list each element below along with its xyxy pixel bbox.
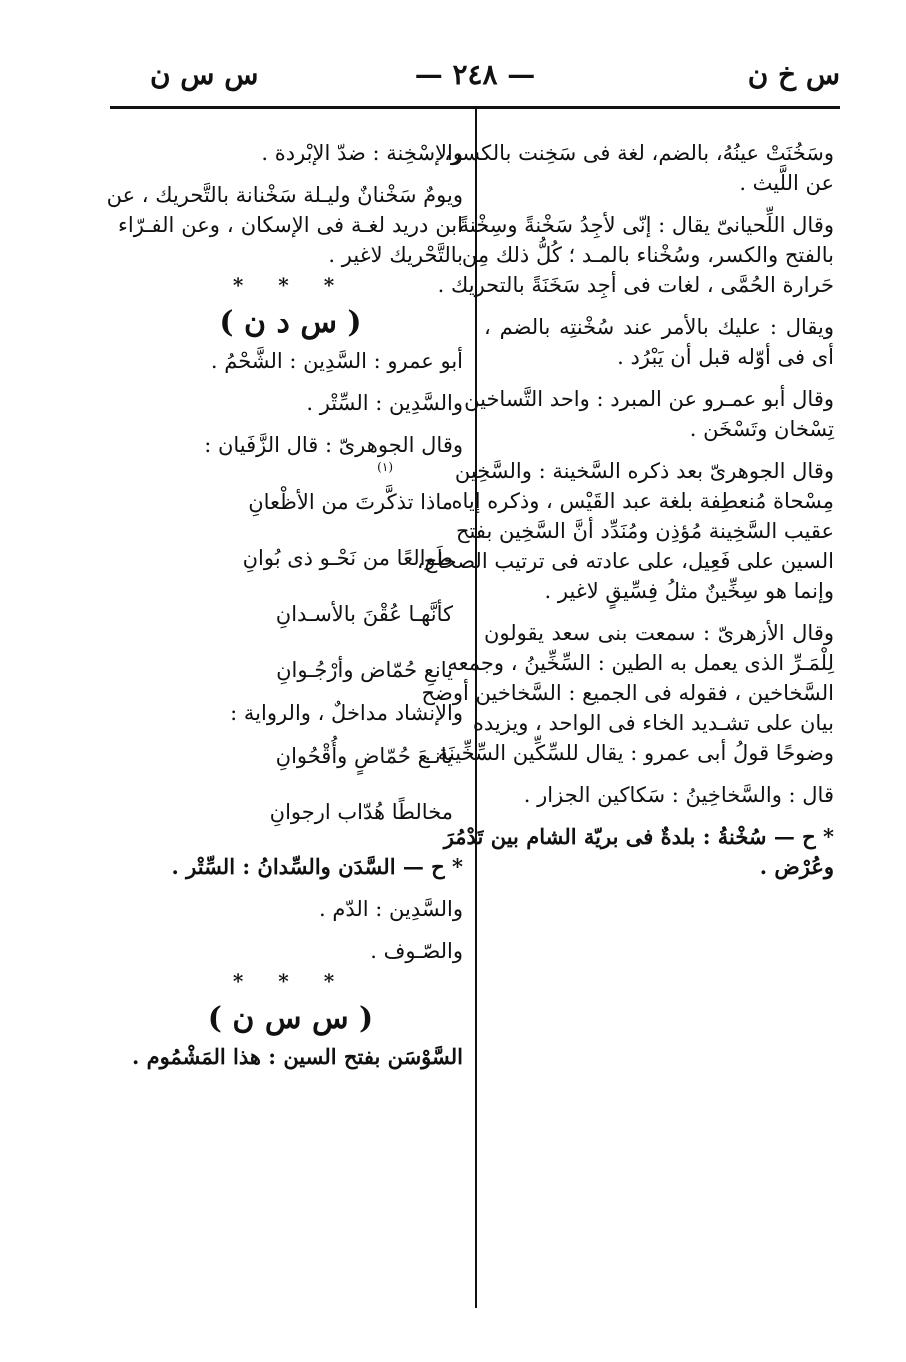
text-line: ويقال : عليك بالأمر عند سُخْنتِه بالضم ،: [484, 315, 834, 339]
text-line: عن اللَّيث .: [739, 171, 834, 195]
section-heading: ( س د ن ): [219, 305, 362, 340]
text-line: وقال الجوهرىّ : قال الزَّفَيان :: [204, 433, 463, 457]
page-number: — ٢٤٨ —: [414, 58, 536, 91]
text-line: وقال الجوهرىّ بعد ذكره السَّخينة : والسَّخِين: [454, 459, 834, 483]
paragraph: [484, 312, 834, 372]
text-line: * ح — سُخْنةُ : بلدةٌ فى بريّة الشام بين تَدْمُرَ: [443, 824, 834, 849]
text-line: والإنشاد مداخلٌ ، والرواية :: [230, 701, 463, 725]
paragraph: [118, 430, 463, 460]
verse-block: [118, 474, 463, 698]
verse-line: كأنَّهـا عُقْنَ بالأسـدانِ: [275, 602, 453, 626]
text-line: تِسْخان وتَسْخَن .: [689, 417, 834, 441]
paragraph: [118, 138, 463, 168]
text-line: والسَّدِين : الدّم .: [319, 897, 463, 921]
section-separator: * * *: [232, 273, 349, 297]
text-line: وضوحًا قولُ أبى عمرو : يقال للسِّكِّين السِّخِّينَة .: [424, 741, 834, 765]
paragraph: [443, 822, 834, 882]
text-line: بيان على تشـديد الخاء فى الواحد ، ويزيده: [472, 711, 834, 735]
page-header: [110, 58, 840, 104]
text-line: وإنما هو سِخِّينٌ مثلُ فِسِّيقٍ لاغير .: [544, 579, 834, 603]
text-line: والإسْخِنة : ضدّ الإبْردة .: [261, 141, 463, 165]
text-line: عقيب السَّخِينة مُؤذِن ومُنَدِّد أنَّ السَّخِين بفتح: [455, 519, 834, 543]
verse-line: يانعِ حُمّاض وأرْجُـوانِ: [276, 658, 453, 682]
text-line: والصّـوف .: [370, 939, 463, 963]
header-root-left: س س ن: [150, 58, 259, 91]
text-line: مِسْحاة مُنعطِفة بلغة عبد القَيْس ، وذكره إياه: [451, 489, 834, 513]
paragraph: [118, 852, 463, 882]
text-line: بالفتح والكسر، وسُخْناء بالمـد ؛ كُلُّ ذلك مِن: [461, 243, 834, 267]
footnote-marker: (١): [377, 460, 393, 474]
paragraph: [118, 698, 463, 728]
text-line: والسَّدِين : السِّتْر .: [306, 391, 463, 415]
verse-line: ماذا تذكَّرتَ من الأظْعانِ: [248, 490, 453, 514]
verse-line: يانـعَ حُمّاضٍ وأُقْحُوانِ: [275, 744, 453, 768]
text-line: وقال الأزهرىّ : سمعت بنى سعد يقولون: [484, 621, 834, 645]
text-line: ويومٌ سَخْنانٌ وليـلة سَخْنانة بالتَّحريك ، عن: [106, 183, 463, 207]
text-line: وسَخُنَتْ عينُهُ، بالضم، لغة فى سَخِنت بالكسر،: [444, 141, 834, 165]
paragraph: [118, 346, 463, 376]
section-heading: ( س س ن ): [207, 1001, 374, 1036]
paragraph: [437, 210, 834, 300]
paragraph: [106, 180, 463, 270]
paragraph: [118, 936, 463, 966]
text-line: السين على فَعِيل، على عادته فى ترتيب الصحاح،: [416, 549, 834, 573]
right-column: [416, 138, 834, 882]
left-column: [106, 138, 463, 1072]
paragraph: [484, 780, 834, 810]
verse-line: طَوالعًا من نَحْـو ذى بُوانِ: [242, 546, 453, 570]
text-line: * ح — السَّدَن والسِّدانُ : السِّتْر .: [171, 854, 463, 879]
text-line: وقال أبو عمـرو عن المبرد : واحد التَّساخين: [464, 387, 834, 411]
text-line: السَّخاخين ، فقوله فى الجميع : السَّخاخين أوضح: [421, 681, 834, 705]
paragraph: [416, 456, 834, 606]
text-line: أى فى أوّله قبل أن يَبْرُد .: [617, 345, 834, 369]
paragraph: [118, 1042, 463, 1072]
text-line: وعُرْض .: [759, 854, 834, 879]
text-line: وقال اللِّحيانىّ يقال : إنّى لأجِدُ سَخْنةً وسِخْنةً: [458, 213, 834, 237]
header-root-right: س خ ن: [747, 58, 840, 91]
text-line: ابن دريد لغـة فى الإسكان ، وعن الفـرّاء: [118, 213, 463, 237]
paragraph: [118, 894, 463, 924]
verse-block: [118, 728, 463, 840]
text-line: قال : والسَّخاخِينُ : سَكاكين الجزار .: [523, 783, 834, 807]
text-line: بالتَّحْريك لاغير .: [328, 243, 463, 267]
paragraph: [444, 138, 834, 198]
paragraph: [118, 388, 463, 418]
verse-line: مخالطًا هُدّاب ارجوانِ: [269, 800, 453, 824]
text-line: حَرارة الحُمَّى ، لغات فى أجِد سَخَنَةً بالتحريك .: [437, 273, 834, 297]
text-line: لِلْمَـرِّ الذى يعمل به الطين : السِّخِّينُ ، وجمعه: [447, 651, 834, 675]
text-line: أبو عمرو : السَّدِين : الشَّحْمُ .: [210, 349, 463, 373]
paragraph: [421, 618, 834, 768]
section-separator: * * *: [232, 969, 349, 993]
text-line: السَّوْسَن بفتح السين : هذا المَشْمُوم .: [131, 1044, 463, 1069]
paragraph: [464, 384, 834, 444]
